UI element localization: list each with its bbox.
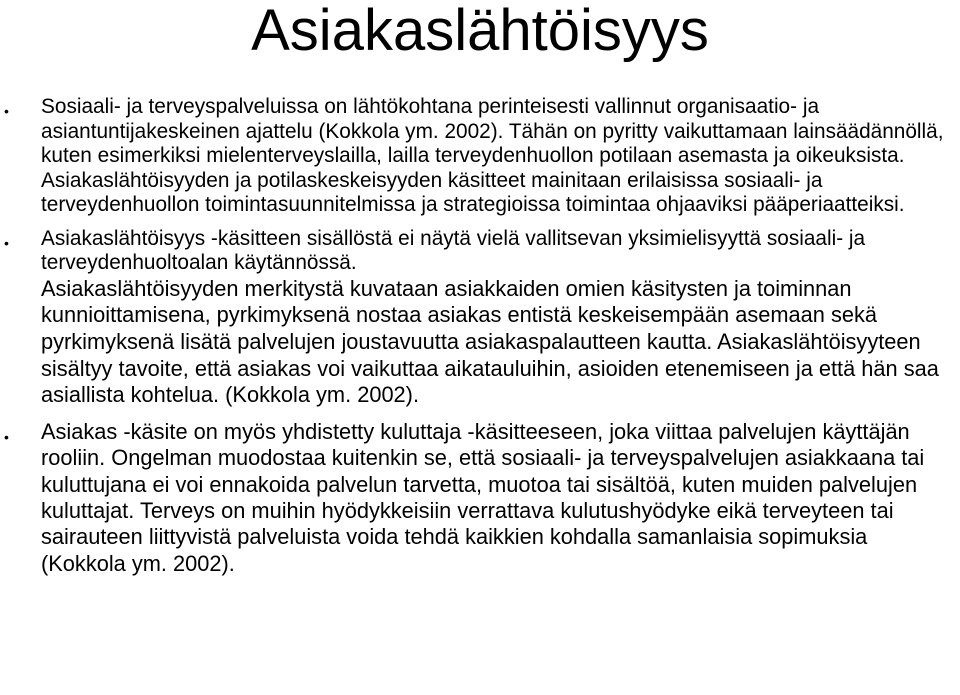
bullet-text: Asiakas -käsite on myös yhdistetty kuluttaja -käsitteeseen, joka viittaa palvelujen käyttäjän rooliin. Ongelman muodostaa kuitenkin se, että sosiaali- ja terveyspalvelujen asiakkaana tai kuluttujana ei voi ennakoida palvelun tarvetta, muotoa tai sisältöä, kuten muiden palvelujen kuluttajat. Terveys on muihin hyödykkeisiin verrattava kulutushyödyke eikä terveyteen tai sairauteen liittyvistä palveluista voida tehdä kaikkien kohdalla samanlaisia sopimuksia (Kokkola ym. 2002). [41,418,925,576]
bullet-text-continued: Asiakaslähtöisyyden merkitystä kuvataan asiakkaiden omien käsitysten ja toiminnan kunnioittamisena, pyrkimyksenä nostaa asiakas entistä keskeisempään asemaan sekä pyrkimyksenä lisätä palvelujen joustavuutta asiakaspalautteen kautta. Asiakaslähtöisyyteen sisältyy tavoite, että asiakas voi vaikuttaa aikatauluihin, asioiden etenemiseen ja että hän saa asiallista kohtelua. (Kokkola ym. 2002). [41,275,939,408]
bullet-list [0,95,960,577]
bullet-text: Sosiaali- ja terveyspalveluissa on lähtökohtana perinteisesti vallinnut organisaatio- ja asiantuntijakeskeinen ajattelu (Kokkola ym. 2002). Tähän on pyritty vaikuttamaan lainsäädännöllä, kuten esimerkiksi mielenterveyslailla, lailla terveydenhuollon potilaan asemasta ja oikeuksista. Asiakaslähtöisyyden ja potilaskeskeisyyden käsitteet mainitaan erilaisissa sosiaali- ja terveydenhuollon toimintasuunnitelmissa ja strategioissa toimintaa ohjaaviksi pääperiaatteiksi. [41,95,944,217]
bullet-item [0,419,960,577]
bullet-dot-icon: • [4,234,9,251]
slide-title: Asiakaslähtöisyys [251,0,709,63]
bullet-item [0,95,960,218]
bullet-dot-icon: • [4,103,9,119]
bullet-text: Asiakaslähtöisyys -käsitteen sisällöstä ei näytä vielä vallitsevan yksimielisyyttä sosiaali- ja terveydenhuoltoalan käytännössä. [41,226,866,275]
bullet-item [0,227,960,409]
bullet-dot-icon: • [4,428,9,445]
